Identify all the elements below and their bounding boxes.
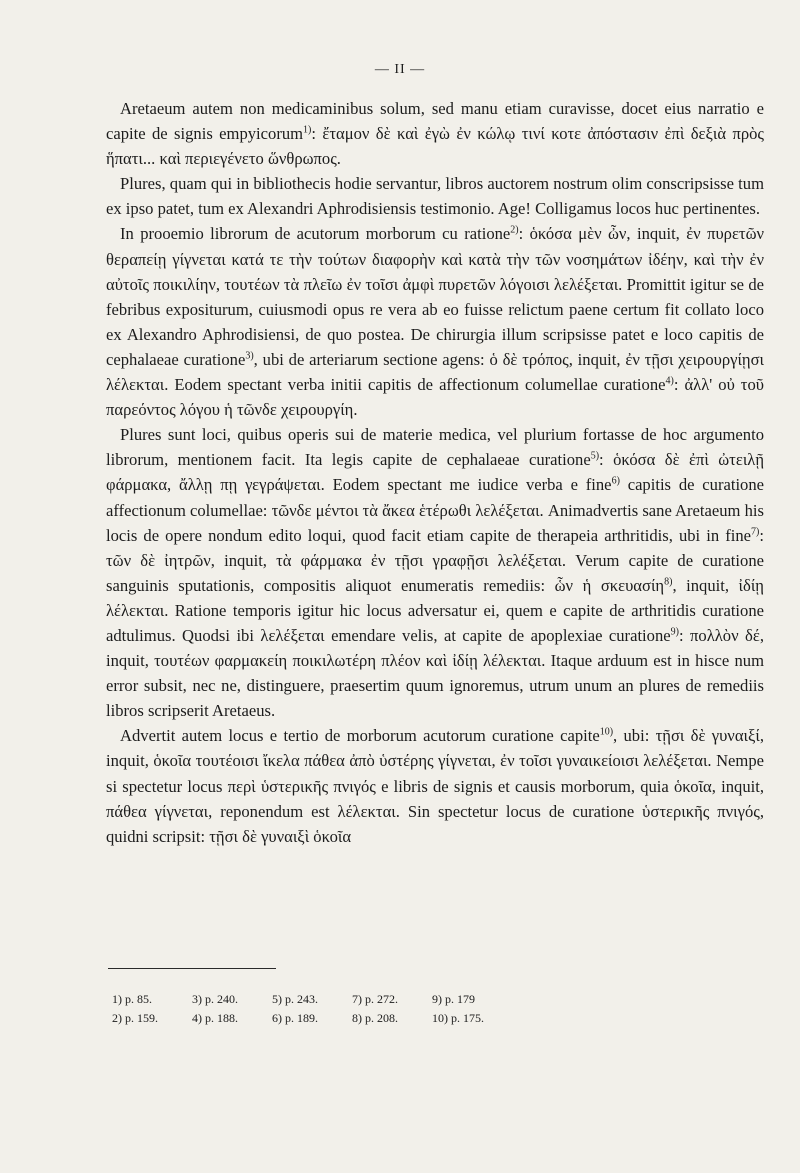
text-segment: : ὁκόσα δὲ ἐπὶ ὠτειλῇ φάρμακα, ἄλλῃ πῃ γεγράψεται. Eodem spectant me iudice verba e fine <box>106 450 765 495</box>
footnote-rule <box>108 968 276 969</box>
footnote-marker: 6) <box>611 475 620 487</box>
footnote-page-ref: p. 188. <box>202 1011 238 1025</box>
text-segment: Plures sunt loci, quibus operis sui de materie medica, vel plurium fortasse de hoc argumento librorum, mentionem facit. Ita legis capite de cephalaeae curatione <box>106 425 764 470</box>
text-segment: : ἔταμον δὲ καὶ ἐγὼ ἐν κώλῳ τινί κοτε ἀπόστασιν ἐπὶ δεξιὰ πρὸς ἥπατι... καὶ περιεγένετο ὥνθρωπος. <box>106 124 764 169</box>
paragraph <box>106 221 764 422</box>
text-segment: Aretaeum autem non medicaminibus solum, sed manu etiam curavisse, docet eius narratio e capite de signis empyicorum <box>106 99 764 144</box>
text-segment: Plures, quam qui in bibliothecis hodie servantur, libros auctorem nostrum olim conscripsisse tum ex ipso patet, tum ex Alexandri Aphrodisiensis testimonio. Age! Colligamus locos huc pertinentes. <box>106 174 764 219</box>
text-segment: : ὁκόσα μὲν ὦν, inquit, ἐν πυρετῶν θεραπείῃ γίγνεται κατά τε τὴν τούτων διαφορὴν καὶ κατὰ τὴν τῶν νοσημάτων ἰδέην, καὶ τὴν ἐν αὐτοῖς ποικιλίην, τουτέων τὰ πλεῖω ἐν τοῖσι ἀμφὶ πυρετῶν λόγοισι λελέξεται. Promittit igitur se de febribus expositurum, cuiusmodi opus re vera ab eo fuisse relictum paene certum fit collato loco ex Alexandro Aphrodisiensi, de quo postea. De chirurgia illum scripsisse patet e loco capitis de cephalaeae curatione <box>106 224 765 369</box>
footnote-item <box>432 1011 512 1030</box>
paragraph <box>106 723 764 848</box>
text-segment: , ubi: τῇσι δὲ γυναιξί, inquit, ὁκοῖα τουτέοισι ἴκελα πάθεα ἀπὸ ὑστέρης γίγνεται, ἐν τοῖσι γυναικείοισι λελέξεται. Nempe si spectetur locus περὶ ὑστερικῆς πνιγός e libris de signis et causis morborum, quia ὁκοῖα, inquit, πάθεα γίγνεται, reponendum est λέλεκται. Sin spectetur locus de curatione ὑστερικῆς πνιγός, quidni scripsit: τῇσι δὲ γυναιξὶ ὁκοῖα <box>106 726 764 846</box>
footnote-item <box>352 992 432 1011</box>
footnote-page-ref: p. 179 <box>442 992 475 1006</box>
text-segment: , ubi de arteriarum sectione agens: ὁ δὲ τρόπος, inquit, ἐν τῇσι χειρουργίῃσι λέλεκται. Eodem spectant verba initii capitis de affectionum columellae curatione <box>106 349 765 395</box>
text-segment: capitis de curatione affectionum columellae: τῶνδε μέντοι τὰ ἄκεα ἑτέρωθι λελέξεται. Animadvertis sane Aretaeum his locis de opere nondum edito loqui, quod facit etiam capite de therapeia arthritidis, ubi in fine <box>106 475 765 545</box>
footnote-item <box>512 992 602 1011</box>
footnote-number: 7) <box>352 992 362 1006</box>
text-segment: Advertit autem locus e tertio de morborum acutorum curatione capite <box>120 726 600 746</box>
text-segment: : πολλὸν δέ, inquit, τουτέων φαρμακείη ποικιλωτέρη πλέον καὶ ἰδίῃ λέλεκται. Itaque arduum est in hisce num error subsit, nec ne, distinguere, praesertim quum ignoremus, utrum unum an plures de remediis libros scripserit Aretaeus. <box>106 625 764 721</box>
footnote-marker: 8) <box>664 576 673 588</box>
footnote-number: 2) <box>112 1011 122 1025</box>
footnote-marker: 2) <box>510 224 519 236</box>
footnotes <box>112 992 572 1030</box>
footnote-item <box>352 1011 432 1030</box>
paragraph <box>106 171 764 221</box>
paragraph <box>106 96 764 171</box>
footnote-number: 4) <box>192 1011 202 1025</box>
paragraph <box>106 422 764 723</box>
text-segment: : ἀλλ' οὐ τοῦ παρεόντος λόγου ἡ τῶνδε χειρουργίη. <box>106 375 764 420</box>
footnote-page-ref: p. 240. <box>202 992 238 1006</box>
text-segment: : τῶν δὲ ἰητρῶν, inquit, τὰ φάρμακα ἐν τῇσι γραφῇσι λελέξεται. Verum capite de curatione sanguinis sputationis, compositis aliquot enumeratis remediis: ὧν ἡ σκευασίη <box>106 525 764 595</box>
footnote-page-ref: p. 159. <box>122 1011 158 1025</box>
footnote-marker: 9) <box>670 626 679 638</box>
footnote-item <box>192 1011 272 1030</box>
footnote-number: 1) <box>112 992 122 1006</box>
footnote-item <box>272 1011 352 1030</box>
text-segment: In prooemio librorum de acutorum morborum cu ratione <box>120 224 511 244</box>
footnote-page-ref: p. 85. <box>122 992 152 1006</box>
footnote-page-ref: p. 272. <box>362 992 398 1006</box>
footnote-number: 3) <box>192 992 202 1006</box>
footnote-number: 5) <box>272 992 282 1006</box>
footnote-page-ref: p. 189. <box>282 1011 318 1025</box>
footnote-number: 6) <box>272 1011 282 1025</box>
footnote-marker: 4) <box>665 375 674 387</box>
footnote-marker: 5) <box>590 450 600 462</box>
footnote-number: 9) <box>432 992 442 1006</box>
footnote-marker: 7) <box>751 526 760 538</box>
footnote-item <box>192 992 272 1011</box>
footnote-item <box>512 1011 602 1030</box>
text-segment: , inquit, ἰδίῃ λέλεκται. Ratione temporis igitur hic locus adversatur ei, quem e capite de arthritidis curatione adtulimus. Quodsi ibi λελέξεται emendare velis, at capite de apoplexiae curatione <box>106 575 764 645</box>
footnote-marker: 10) <box>599 726 614 738</box>
footnote-item <box>112 1011 192 1030</box>
footnote-number: 8) <box>352 1011 362 1025</box>
footnote-item <box>112 992 192 1011</box>
footnote-page-ref: p. 208. <box>362 1011 398 1025</box>
footnote-page-ref: p. 175. <box>448 1011 484 1025</box>
footnote-number: 10) <box>432 1011 448 1025</box>
footnote-item <box>272 992 352 1011</box>
footnote-marker: 3) <box>245 350 254 362</box>
page-number: — II — <box>374 62 426 77</box>
footnote-marker: 1) <box>303 124 312 136</box>
footnote-item <box>432 992 512 1011</box>
footnote-page-ref: p. 243. <box>282 992 318 1006</box>
body-text <box>106 96 764 849</box>
